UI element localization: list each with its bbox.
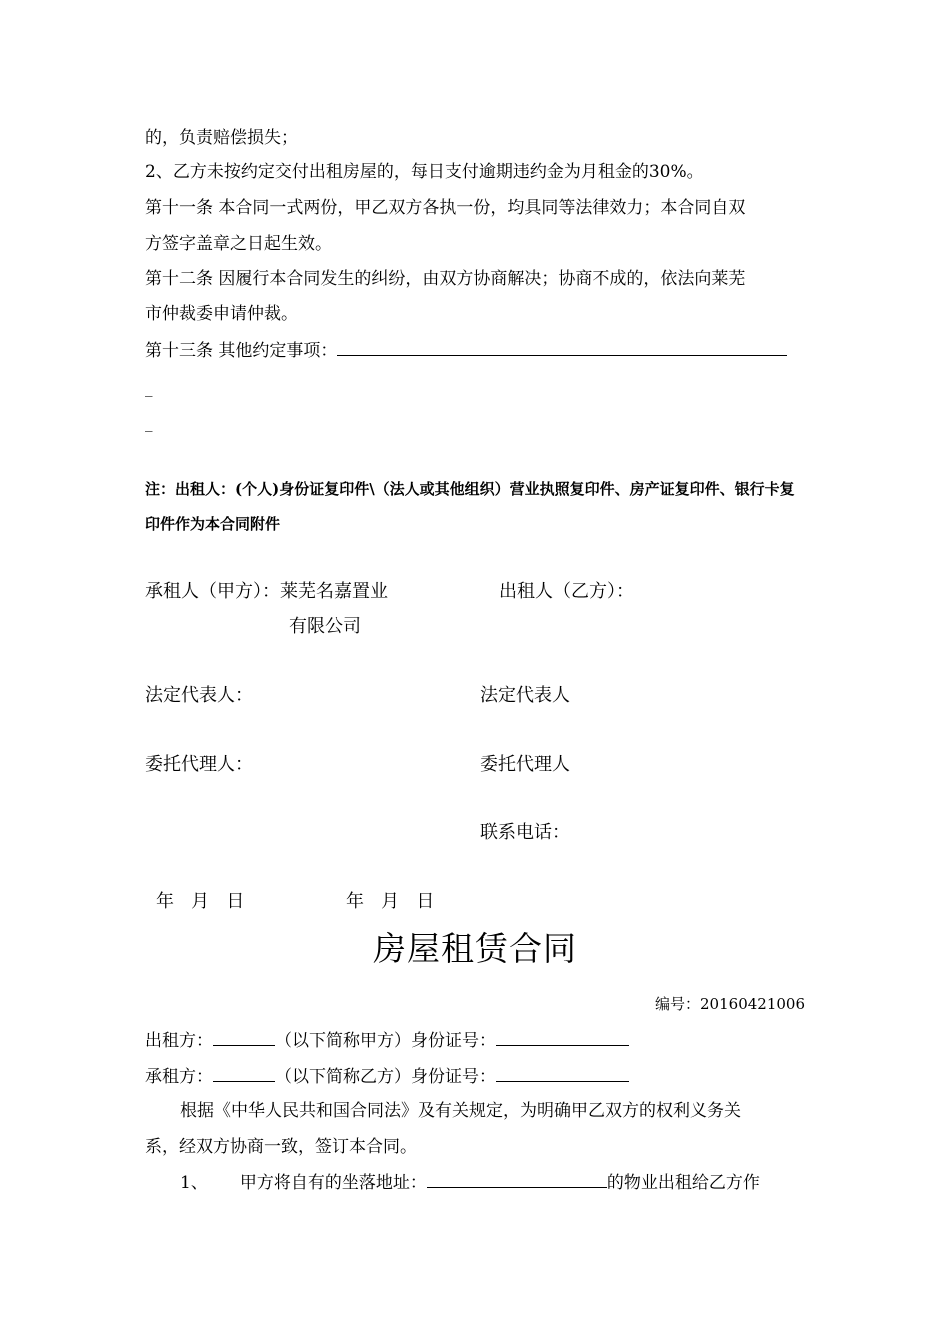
article-13-line: [145, 338, 787, 363]
lessee-label: 承租人（甲方）：莱芜名嘉置业: [145, 581, 388, 602]
date-left: 年 月 日: [156, 891, 245, 912]
article-12-line-1: 第十二条 因履行本合同发生的纠纷，由双方协商解决；协商不成的，依法向莱芜: [145, 269, 746, 289]
dash-line-2: _: [145, 414, 153, 432]
clause-1-line: [180, 1170, 760, 1195]
continuation-line-1: 的，负责赔偿损失；: [145, 128, 298, 148]
lessee-prefix: 承租方：: [145, 1067, 213, 1087]
article-11-line-1: 第十一条 本合同一式两份，甲乙双方各执一份，均具同等法律效力；本合同自双: [145, 198, 746, 218]
clause-1-text: 甲方将自有的坐落地址：: [239, 1173, 427, 1193]
clause-2-overdue-penalty: 2、乙方未按约定交付出租房屋的，每日支付逾期违约金为月租金的30%。: [145, 162, 704, 182]
note-line-2: 印件作为本合同附件: [145, 515, 281, 533]
other-terms-blank: [337, 338, 787, 356]
dash-line-1: _: [145, 379, 153, 397]
lessor-id-blank: [496, 1028, 629, 1046]
article-11-line-2: 方签字盖章之日起生效。: [145, 234, 332, 254]
lessee-id-blank: [496, 1064, 629, 1082]
contract-serial-number: 编号：20160421006: [655, 995, 805, 1013]
phone-right: 联系电话：: [480, 822, 570, 843]
contract-title: 房屋租赁合同: [373, 929, 577, 968]
lessee-mid: （以下简称乙方）身份证号：: [275, 1067, 496, 1087]
lessee-line: [145, 1064, 629, 1089]
intro-line-1: 根据《中华人民共和国合同法》及有关规定，为明确甲乙双方的权利义务关: [180, 1101, 741, 1121]
lessor-name-blank: [213, 1028, 275, 1046]
lessor-label: 出租人（乙方）：: [499, 581, 634, 602]
property-address-blank: [427, 1170, 607, 1188]
agent-left: 委托代理人：: [145, 754, 253, 775]
legal-rep-left: 法定代表人：: [145, 685, 253, 706]
lessee-name-continued: 有限公司: [289, 616, 361, 637]
lessor-line: [145, 1028, 629, 1053]
agent-right: 委托代理人: [480, 754, 570, 775]
article-12-line-2: 市仲裁委申请仲裁。: [145, 304, 298, 324]
legal-rep-right: 法定代表人: [480, 685, 570, 706]
lessor-prefix: 出租方：: [145, 1031, 213, 1051]
intro-line-2: 系，经双方协商一致，签订本合同。: [145, 1137, 417, 1157]
note-line-1: 注：出租人：(个人)身份证复印件\（法人或其他组织）营业执照复印件、房产证复印件、银行卡复: [145, 480, 795, 498]
lessor-mid: （以下简称甲方）身份证号：: [275, 1031, 496, 1051]
date-right: 年 月 日: [346, 891, 435, 912]
clause-1-tail: 的物业出租给乙方作: [606, 1173, 760, 1193]
lessee-name-blank: [213, 1064, 275, 1082]
clause-1-number: 1、: [180, 1173, 208, 1193]
article-13-label: 第十三条 其他约定事项：: [145, 341, 338, 361]
